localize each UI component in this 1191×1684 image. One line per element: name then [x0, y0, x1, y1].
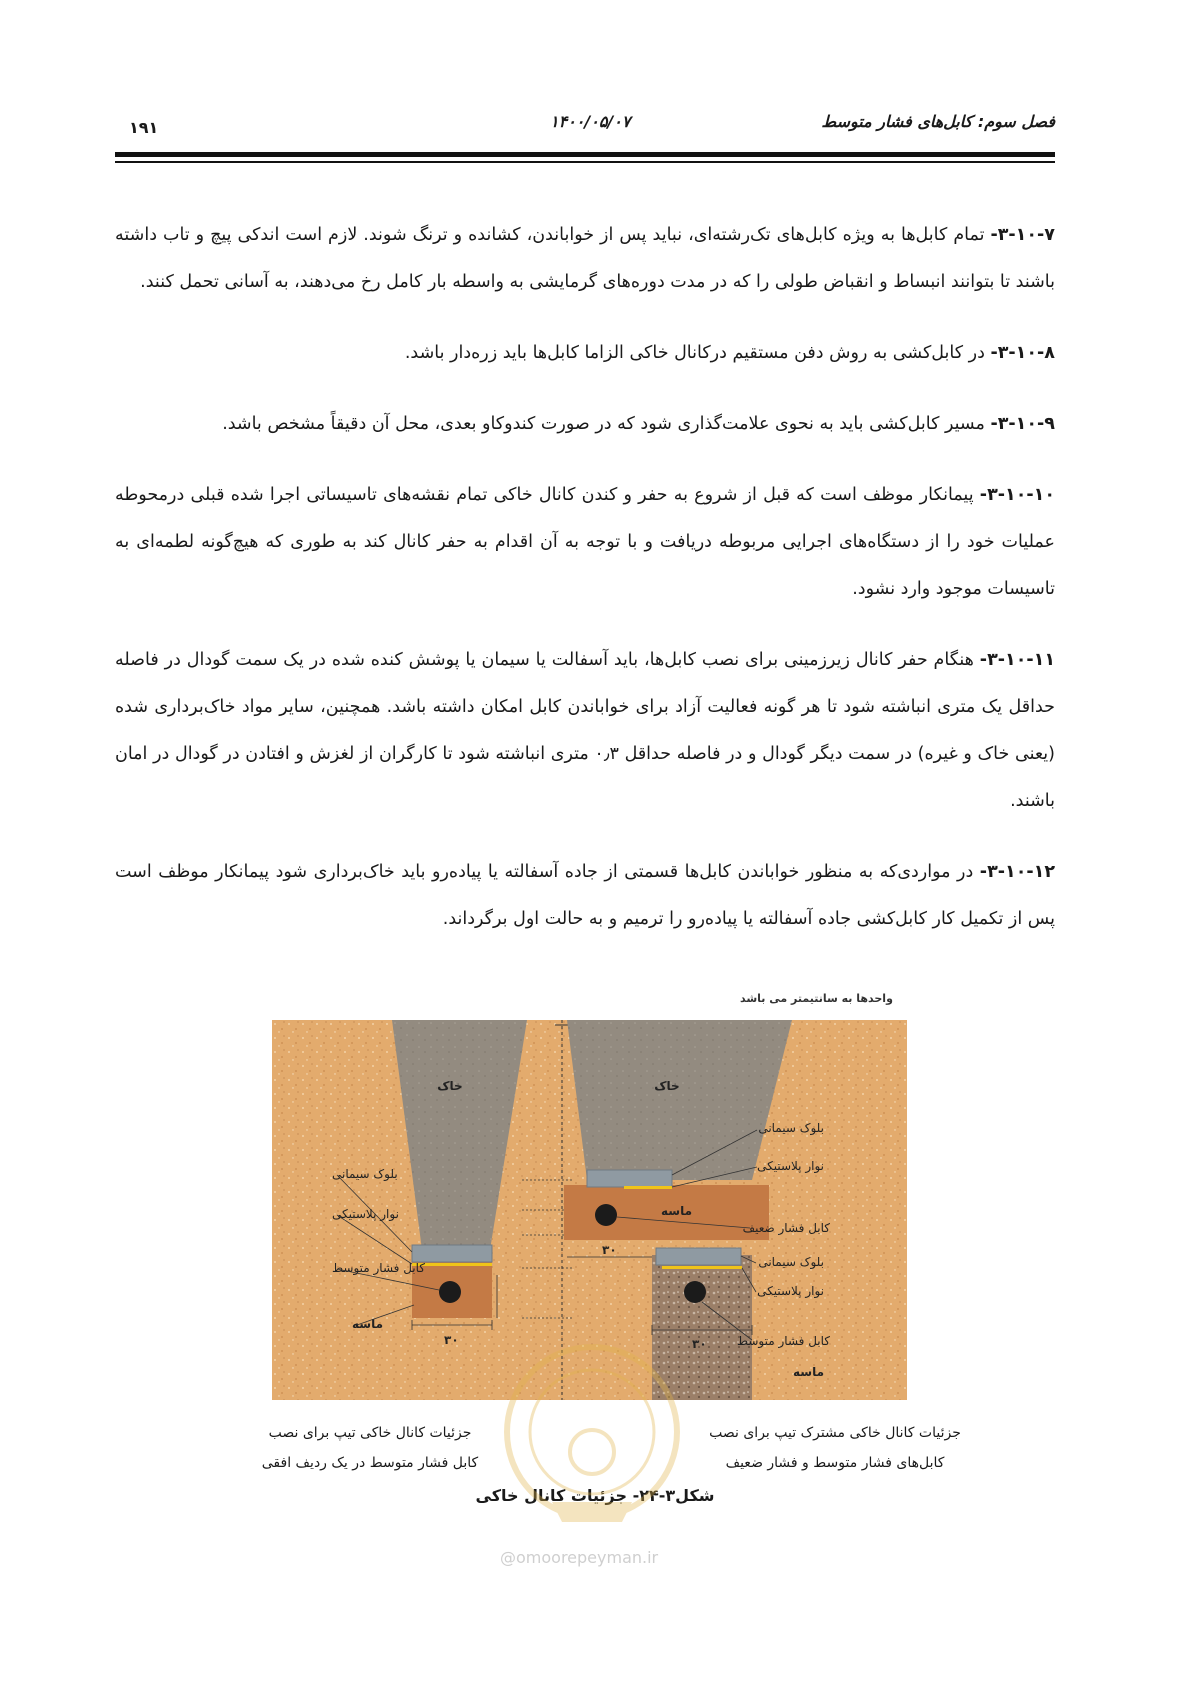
left-cement-block-label: بلوک سیمانی: [332, 1167, 398, 1181]
caption-left-line1: جزئیات کانال خاکی تیپ برای نصب: [268, 1425, 472, 1441]
clause-number: ۳-۱۰-۸-: [990, 343, 1055, 363]
right-cement-block-upper: [587, 1170, 672, 1187]
clause-number: ۳-۱۰-۱۲-: [979, 862, 1055, 882]
right-cement-block-label-2: بلوک سیمانی: [758, 1255, 824, 1269]
left-sand-label: ماسه: [352, 1317, 384, 1331]
header-date: ۱۴۰۰/۰۵/۰۷: [550, 112, 631, 131]
clause-text: هنگام حفر کانال زیرزمینی برای نصب کابل‌ها، باید آسفالت یا سیمان یا پوشش کنده شده در یک سمت گودال در فاصله حداقل یک متری انباشته شود تا هر گونه فعالیت آزاد برای خواباندن کابل امکان داشته باشد. همچنین، سایر مواد خاک‌برداری شده (یعنی خاک و غیره) در سمت دیگر گودال و در فاصله حداقل ۰٫۳ متری انباشته شود تا کارگران از لغزش و افتادن در گودال در امان باشند.: [115, 650, 1055, 811]
right-cement-block-label: بلوک سیمانی: [758, 1121, 824, 1135]
body-text: [115, 212, 1055, 967]
watermark-seal-icon: [492, 1322, 692, 1542]
paragraph-3-10-9: [115, 401, 1055, 448]
right-mid-width-label: ۳۰: [602, 1243, 617, 1257]
left-mv-cable-label: کابل فشار متوسط: [332, 1261, 426, 1275]
caption-left-line2: کابل فشار متوسط در یک ردیف افقی: [261, 1455, 479, 1471]
page-number: ۱۹۱: [129, 118, 159, 137]
right-soil-label: خاک: [654, 1079, 680, 1093]
clause-number: ۳-۱۰-۹-: [990, 414, 1055, 434]
paragraph-3-10-10: [115, 472, 1055, 613]
clause-text: تمام کابل‌ها به ویژه کابل‌های تک‌رشته‌ای، نباید پس از خواباندن، کشانده و ترنگ شوند. لازم است اندکی پیچ و تاب داشته باشند تا بتوانند انبساط و انقباض طولی را که در مدت دوره‌های گرمایشی به واسطه بار کامل رخ می‌دهند، به آسانی تحمل کنند.: [115, 225, 1055, 292]
watermark-url: @omoorepeyman.ir: [500, 1548, 659, 1567]
clause-number: ۳-۱۰-۱۰-: [979, 485, 1055, 505]
right-bottom-width-label: ۳۰: [692, 1337, 707, 1351]
right-plastic-tape-lower: [662, 1266, 742, 1269]
right-lv-cable-label: کابل فشار ضعیف: [742, 1221, 830, 1235]
clause-text: در کابل‌کشی به روش دفن مستقیم درکانال خاکی الزاما کابل‌ها باید زره‌دار باشد.: [404, 343, 991, 363]
right-mv-cable-label: کابل فشار متوسط: [736, 1334, 830, 1348]
right-plastic-tape-label-2: نوار پلاستیکی: [757, 1284, 824, 1298]
right-mv-cable: [684, 1281, 706, 1303]
caption-right-line1: جزئیات کانال خاکی مشترک تیپ برای نصب: [709, 1425, 961, 1441]
header-rule-thin: [115, 161, 1055, 163]
left-mv-cable: [439, 1281, 461, 1303]
figure-caption: شکل۳-۲۴- جزئیات کانال خاکی: [475, 1486, 715, 1505]
chapter-title: فصل سوم: کابل‌های فشار متوسط: [821, 112, 1055, 131]
figure-caption-right: [700, 1418, 970, 1478]
right-lv-cable: [595, 1204, 617, 1226]
paragraph-3-10-8: [115, 330, 1055, 377]
figure-caption-left: [240, 1418, 500, 1478]
clause-text: پیمانکار موظف است که قبل از شروع به حفر و کندن کانال خاکی تمام نقشه‌های تاسیساتی اجرا شده قبلی درمحوطه عملیات خود را از دستگاه‌های اجرایی مربوطه دریافت و با توجه به آن اقدام به حفر کانال کند به طوری که هیچ‌گونه لطمه‌ای به تاسیسات موجود وارد نشود.: [115, 485, 1055, 599]
clause-number: ۳-۱۰-۱۱-: [979, 650, 1055, 670]
right-plastic-tape-upper: [624, 1186, 672, 1189]
clause-text: مسیر کابل‌کشی باید به نحوی علامت‌گذاری شود که در صورت کندوکاو بعدی، محل آن دقیقاً مشخص باشد.: [222, 414, 991, 434]
units-note: واحدها به سانتیمتر می باشد: [740, 992, 893, 1005]
left-plastic-tape-label: نوار پلاستیکی: [332, 1207, 399, 1221]
header-rule-thick: [115, 152, 1055, 157]
left-cement-block: [412, 1245, 492, 1262]
right-plastic-tape-label: نوار پلاستیکی: [757, 1159, 824, 1173]
paragraph-3-10-7: [115, 212, 1055, 306]
caption-right-line2: کابل‌های فشار متوسط و فشار ضعیف: [725, 1455, 945, 1471]
paragraph-3-10-12: [115, 849, 1055, 943]
left-soil-label: خاک: [437, 1079, 463, 1093]
paragraph-3-10-11: [115, 637, 1055, 825]
left-width-label: ۳۰: [444, 1333, 459, 1347]
right-sand-label-2: ماسه: [792, 1365, 824, 1379]
right-sand-label: ماسه: [660, 1204, 692, 1218]
page-header: [115, 112, 1055, 142]
clause-text: در مواردی‌که به منظور خواباندن کابل‌ها قسمتی از جاده آسفالته یا پیاده‌رو باید خاک‌برداری شود پیمانکار موظف است پس از تکمیل کار کابل‌کشی جاده آسفالته یا پیاده‌رو را ترمیم و به حالت اول برگرداند.: [115, 862, 1055, 929]
clause-number: ۳-۱۰-۷-: [990, 225, 1055, 245]
right-cement-block-lower: [656, 1248, 741, 1265]
